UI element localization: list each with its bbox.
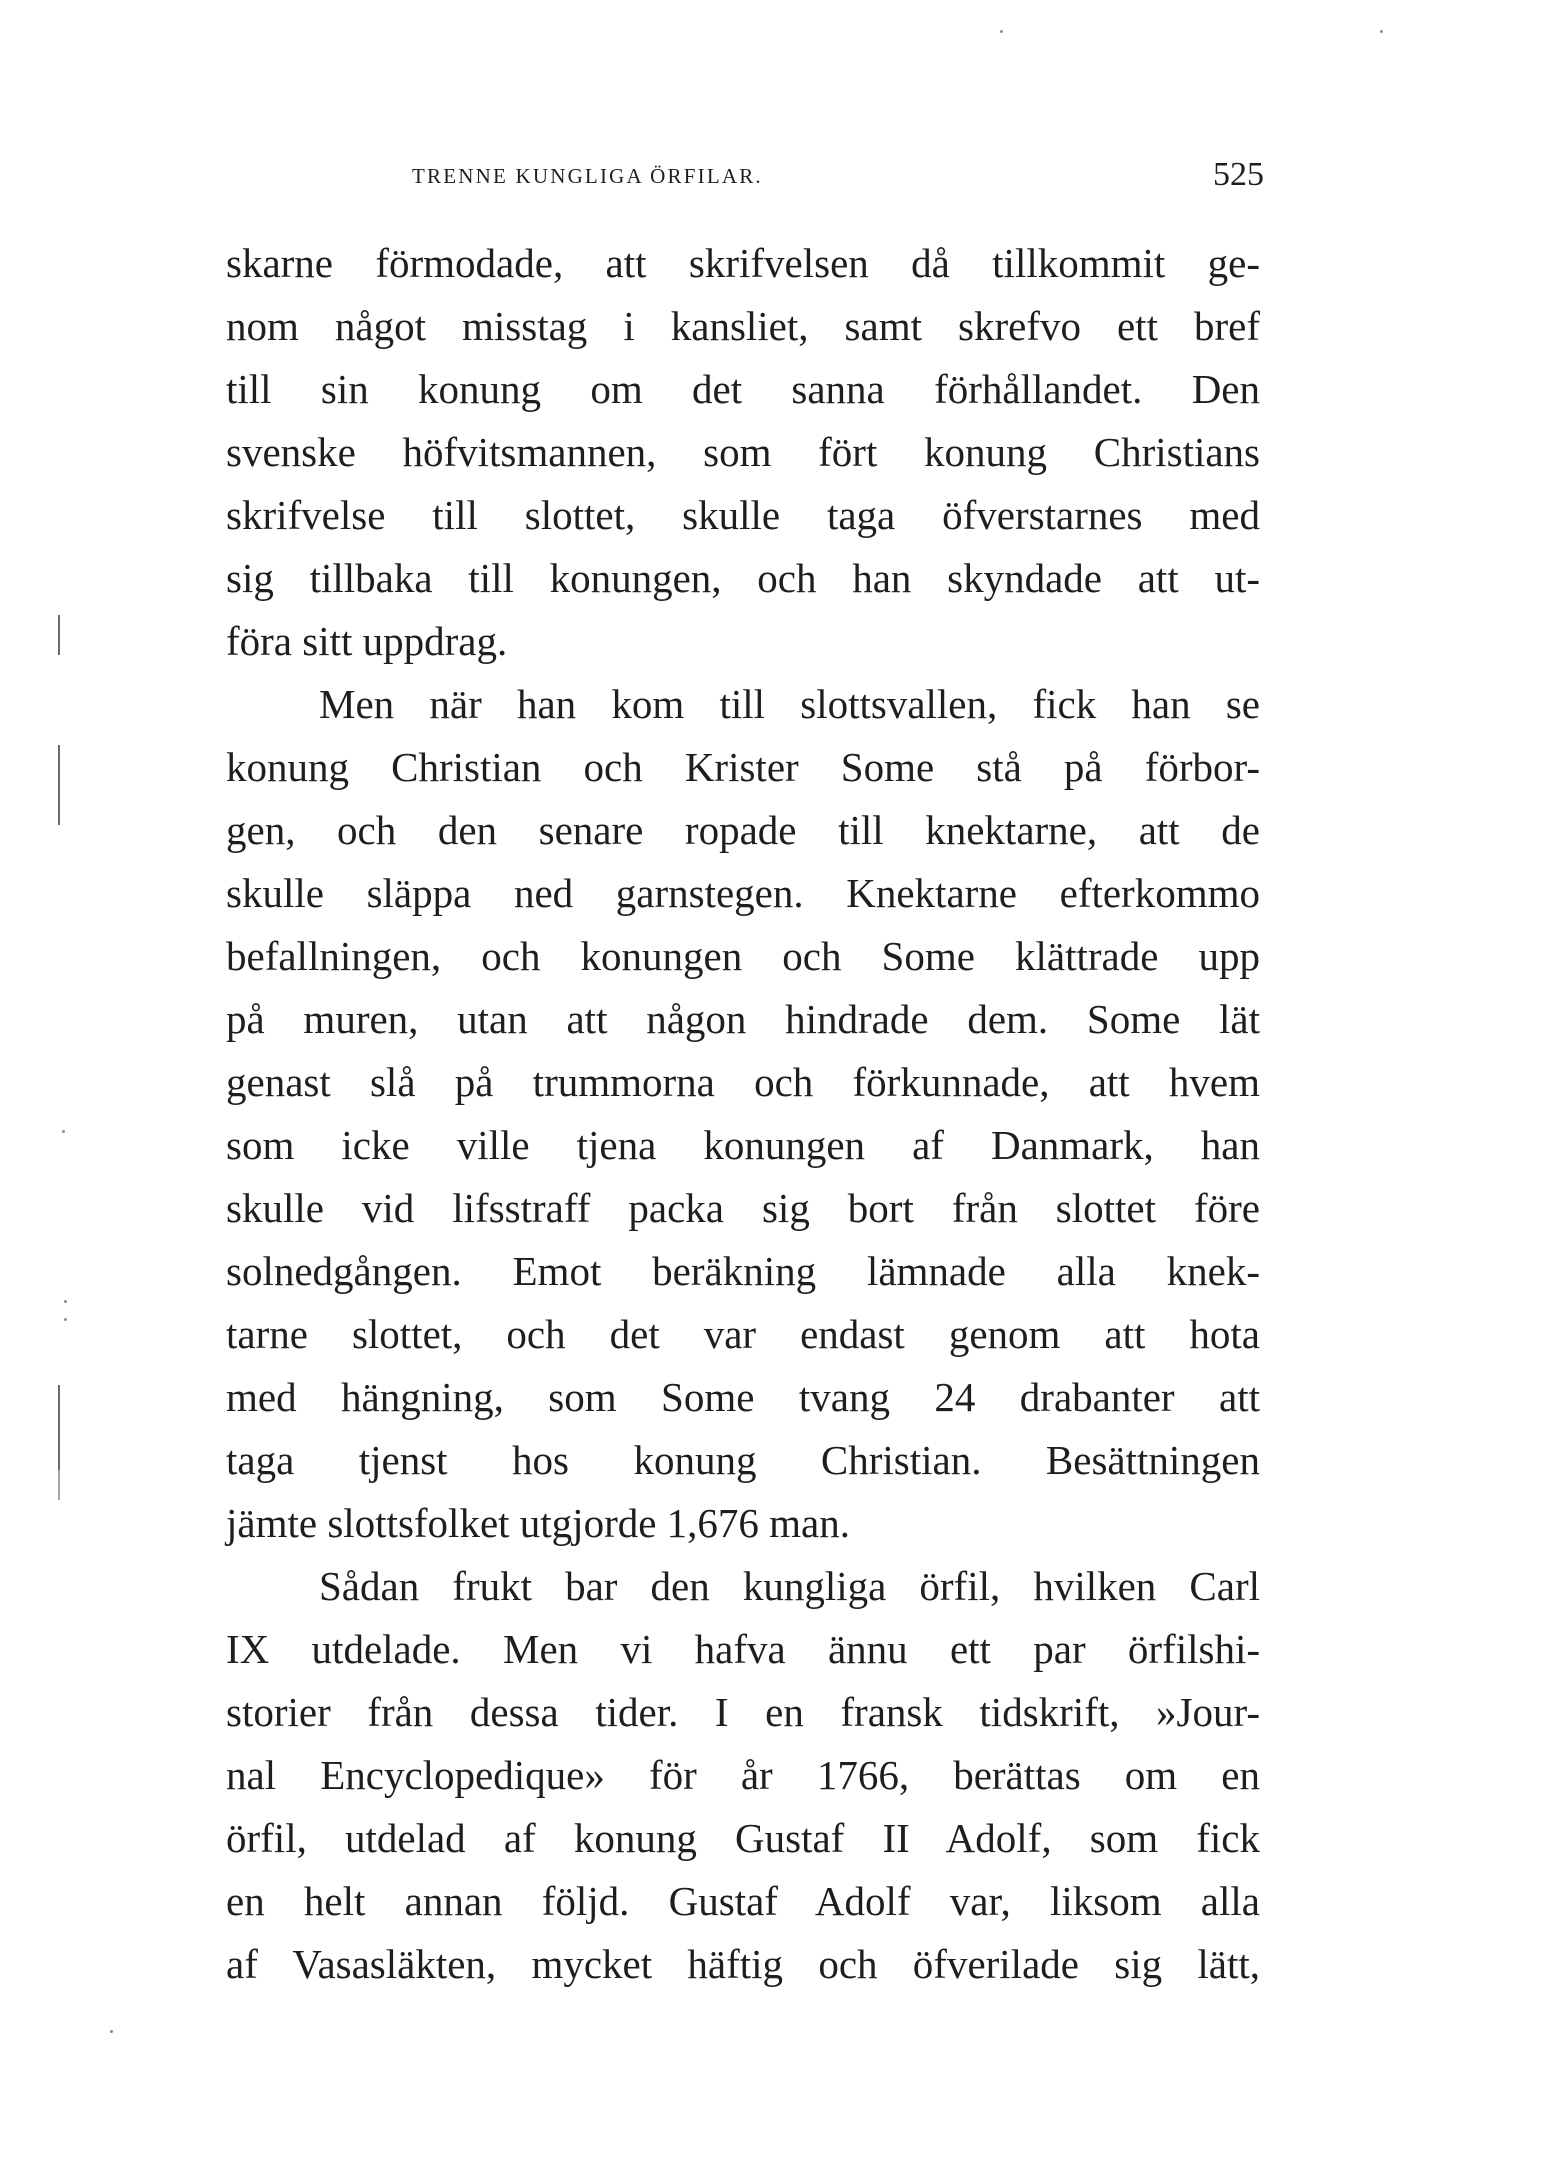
text-line: en helt annan följd. Gustaf Adolf var, liksom alla bbox=[226, 1878, 1260, 1924]
text-line: befallningen, och konungen och Some klättrade upp bbox=[226, 933, 1260, 979]
text-line: skulle vid lifsstraff packa sig bort från slottet före bbox=[226, 1185, 1260, 1231]
text-line: med hängning, som Some tvang 24 drabanter att bbox=[226, 1374, 1260, 1420]
scan-speck bbox=[64, 1318, 67, 1321]
scan-speck bbox=[62, 1130, 65, 1133]
text-line: örfil, utdelad af konung Gustaf II Adolf, som fick bbox=[226, 1815, 1260, 1861]
text-line: gen, och den senare ropade till knektarne, att de bbox=[226, 807, 1260, 853]
scan-artifact bbox=[58, 615, 60, 655]
scan-speck bbox=[64, 1300, 67, 1303]
text-line: nal Encyclopedique» för år 1766, berättas om en bbox=[226, 1752, 1260, 1798]
running-header bbox=[228, 156, 1264, 202]
running-title: TRENNE KUNGLIGA ÖRFILAR. bbox=[412, 164, 763, 188]
text-line: till sin konung om det sanna förhållandet. Den bbox=[226, 366, 1260, 412]
text-line: på muren, utan att någon hindrade dem. Some lät bbox=[226, 996, 1260, 1042]
text-line: solnedgången. Emot beräkning lämnade alla knek- bbox=[226, 1248, 1260, 1294]
text-line-paragraph-end: jämte slottsfolket utgjorde 1,676 man. bbox=[226, 1500, 851, 1546]
text-line: konung Christian och Krister Some stå på förbor- bbox=[226, 744, 1260, 790]
text-line: storier från dessa tider. I en fransk tidskrift, »Jour- bbox=[226, 1689, 1260, 1735]
scan-speck bbox=[1000, 30, 1003, 33]
text-line: svenske höfvitsmannen, som fört konung Christians bbox=[226, 429, 1260, 475]
text-line: sig tillbaka till konungen, och han skyndade att ut- bbox=[226, 555, 1260, 601]
text-line: genast slå på trummorna och förkunnade, att hvem bbox=[226, 1059, 1260, 1105]
text-line: skarne förmodade, att skrifvelsen då tillkommit ge- bbox=[226, 240, 1260, 286]
body-text bbox=[226, 232, 1260, 1996]
text-line: taga tjenst hos konung Christian. Besättningen bbox=[226, 1437, 1260, 1483]
scan-speck bbox=[110, 2030, 113, 2033]
text-line-paragraph-start: Men när han kom till slottsvallen, fick han se bbox=[319, 681, 1260, 727]
text-line-paragraph-start: Sådan frukt bar den kungliga örfil, hvilken Carl bbox=[319, 1563, 1260, 1609]
text-line: IX utdelade. Men vi hafva ännu ett par örfilshi- bbox=[226, 1626, 1260, 1672]
page-number: 525 bbox=[1213, 156, 1264, 193]
text-line: tarne slottet, och det var endast genom att hota bbox=[226, 1311, 1260, 1357]
text-line: nom något misstag i kansliet, samt skrefvo ett bref bbox=[226, 303, 1260, 349]
text-line: skrifvelse till slottet, skulle taga öfverstarnes med bbox=[226, 492, 1260, 538]
scan-speck bbox=[1380, 30, 1383, 33]
text-line-paragraph-end: föra sitt uppdrag. bbox=[226, 618, 508, 664]
text-line: af Vasasläkten, mycket häftig och öfverilade sig lätt, bbox=[226, 1941, 1260, 1987]
text-line: skulle släppa ned garnstegen. Knektarne efterkommo bbox=[226, 870, 1260, 916]
scan-artifact bbox=[58, 1430, 60, 1500]
text-line: som icke ville tjena konungen af Danmark, han bbox=[226, 1122, 1260, 1168]
scan-artifact bbox=[58, 745, 60, 825]
